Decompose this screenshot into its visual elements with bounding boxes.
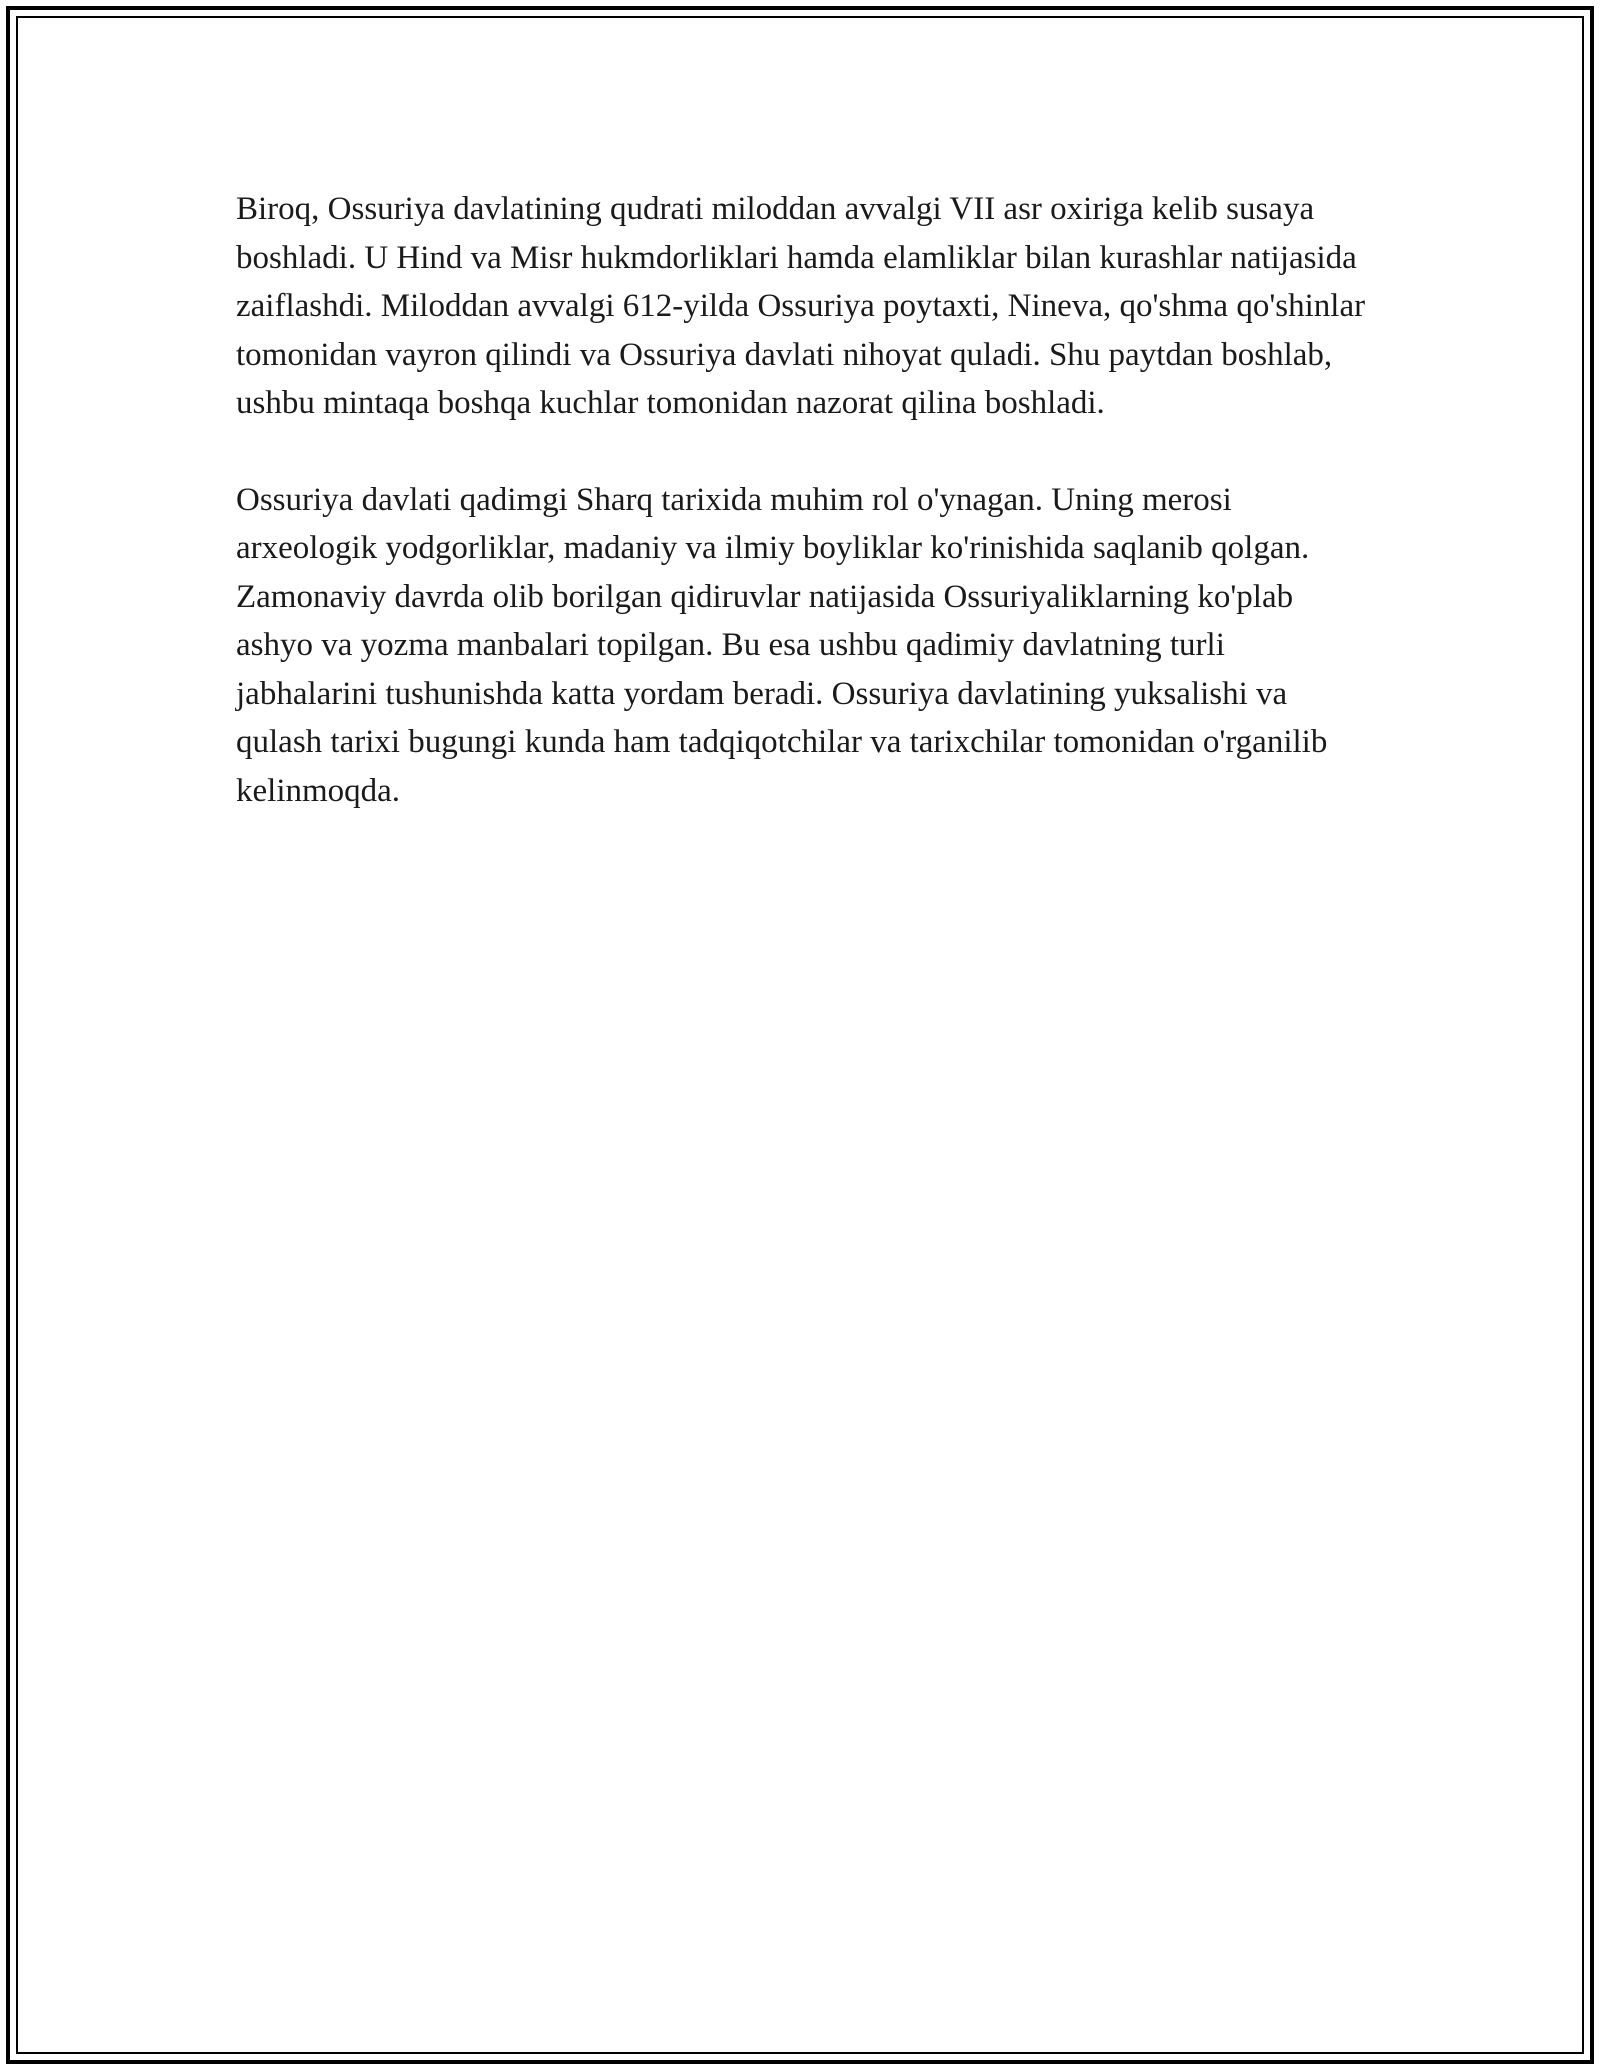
paragraph-1: Biroq, Ossuriya davlatining qudrati miloddan avvalgi VII asr oxiriga kelib susaya boshladi. U Hind va Misr hukmdorliklari hamda elamliklar bilan kurashlar natijasida zaiflashdi. Miloddan avvalgi 612-yilda Ossuriya poytaxti, Nineva, qo'shma qo'shinlar tomonidan vayron qilindi va Ossuriya davlati nihoyat quladi. Shu paytdan boshlab, ushbu mintaqa boshqa kuchlar tomonidan nazorat qilina boshladi. [236, 191, 1366, 421]
document-body [236, 185, 1366, 863]
paragraph-2: Ossuriya davlati qadimgi Sharq tarixida muhim rol o'ynagan. Uning merosi arxeologik yodgorliklar, madaniy va ilmiy boyliklar ko'rinishida saqlanib qolgan. Zamonaviy davrda olib borilgan qidiruvlar natijasida Ossuriyaliklarning ko'plab ashyo va yozma manbalari topilgan. Bu esa ushbu qadimiy davlatning turli jabhalarini tushunishda katta yordam beradi. Ossuriya davlatining yuksalishi va qulash tarixi bugungi kunda ham tadqiqotchilar va tarixchilar tomonidan o'rganilib kelinmoqda. [236, 481, 1328, 809]
